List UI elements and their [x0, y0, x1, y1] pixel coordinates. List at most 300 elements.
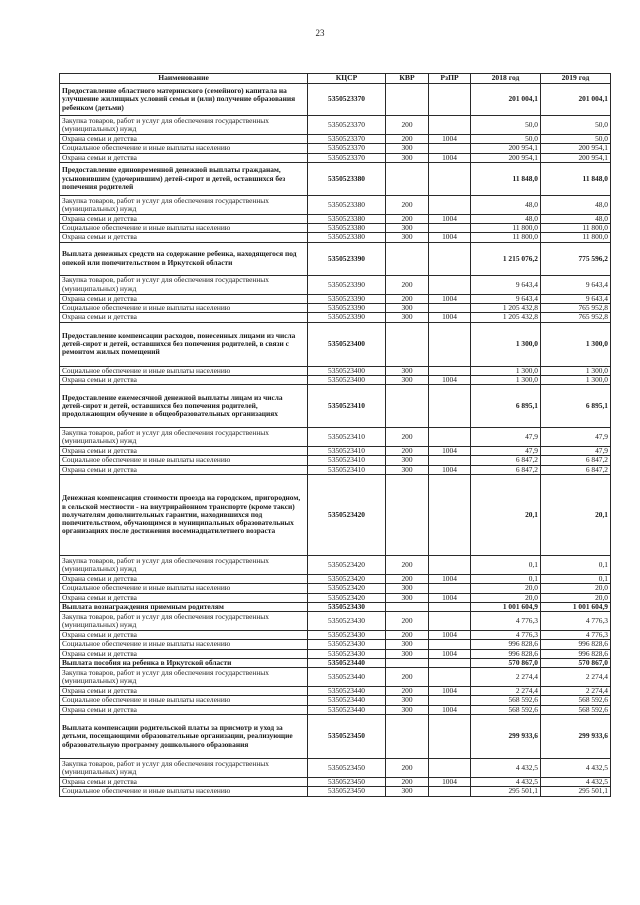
table-row: [60, 759, 611, 778]
cell-2019: 765 952,8: [541, 313, 611, 322]
cell-kvr: 300: [386, 584, 429, 593]
cell-2019: 0,1: [541, 574, 611, 583]
cell-kvr: [386, 658, 429, 667]
table-row: [60, 778, 611, 787]
cell-2019: 0,1: [541, 555, 611, 574]
cell-2019: 9 643,4: [541, 275, 611, 294]
cell-rzpr: [429, 144, 471, 153]
cell-kcsr: 5350523430: [308, 649, 386, 658]
cell-rzpr: [429, 715, 471, 759]
cell-kcsr: 5350523380: [308, 162, 386, 195]
cell-2018: 1 205 432,8: [471, 303, 541, 312]
cell-kvr: 300: [386, 705, 429, 714]
cell-name: Закупка товаров, работ и услуг для обеспечения государственных (муниципальных) нужд: [60, 759, 308, 778]
cell-2018: 47,9: [471, 447, 541, 456]
cell-kcsr: 5350523450: [308, 778, 386, 787]
cell-2018: 1 300,0: [471, 375, 541, 384]
header-name: Наименование: [60, 74, 308, 84]
cell-rzpr: 1004: [429, 778, 471, 787]
cell-rzpr: 1004: [429, 574, 471, 583]
cell-name: Закупка товаров, работ и услуг для обеспечения государственных (муниципальных) нужд: [60, 428, 308, 447]
table-row: [60, 612, 611, 631]
cell-name: Предоставление областного материнского (семейного) капитала на улучшение жилищных условий семьи и (или) получение образования ребенком (детьми): [60, 84, 308, 116]
cell-2018: 1 001 604,9: [471, 602, 541, 611]
cell-kcsr: 5350523370: [308, 135, 386, 144]
cell-2018: 6 847,2: [471, 456, 541, 465]
cell-2019: 2 274,4: [541, 668, 611, 687]
cell-name: Охрана семьи и детства: [60, 649, 308, 658]
cell-2018: 4 776,3: [471, 631, 541, 640]
cell-2018: 4 432,5: [471, 759, 541, 778]
cell-kvr: 200: [386, 135, 429, 144]
cell-kvr: 200: [386, 778, 429, 787]
cell-2019: 996 828,6: [541, 649, 611, 658]
table-row: [60, 593, 611, 602]
cell-2018: 48,0: [471, 195, 541, 214]
cell-2018: 996 828,6: [471, 649, 541, 658]
cell-kcsr: 5350523410: [308, 428, 386, 447]
cell-2019: 568 592,6: [541, 705, 611, 714]
cell-rzpr: 1004: [429, 631, 471, 640]
cell-kcsr: 5350523440: [308, 668, 386, 687]
cell-2019: 47,9: [541, 447, 611, 456]
cell-2019: 48,0: [541, 214, 611, 223]
cell-2018: 200 954,1: [471, 153, 541, 162]
cell-name: Охрана семьи и детства: [60, 294, 308, 303]
cell-kcsr: 5350523410: [308, 447, 386, 456]
cell-2018: 570 867,0: [471, 658, 541, 667]
cell-name: Охрана семьи и детства: [60, 313, 308, 322]
cell-name: Выплата денежных средств на содержание ребенка, находящегося под опекой или попечительством в Иркутской области: [60, 242, 308, 275]
cell-kcsr: 5350523390: [308, 313, 386, 322]
cell-kvr: 200: [386, 687, 429, 696]
cell-kcsr: 5350523420: [308, 574, 386, 583]
cell-2018: 299 933,6: [471, 715, 541, 759]
cell-rzpr: 1004: [429, 705, 471, 714]
cell-kvr: 200: [386, 275, 429, 294]
table-row: [60, 366, 611, 375]
cell-kvr: 300: [386, 593, 429, 602]
cell-kcsr: 5350523400: [308, 375, 386, 384]
cell-2019: 201 004,1: [541, 84, 611, 116]
cell-2019: 1 300,0: [541, 375, 611, 384]
cell-kvr: 300: [386, 640, 429, 649]
cell-rzpr: 1004: [429, 447, 471, 456]
cell-2018: 11 800,0: [471, 224, 541, 233]
cell-2018: 1 300,0: [471, 322, 541, 366]
cell-rzpr: [429, 242, 471, 275]
cell-2018: 4 432,5: [471, 778, 541, 787]
cell-kvr: [386, 474, 429, 555]
cell-kcsr: 5350523380: [308, 195, 386, 214]
cell-kcsr: 5350523390: [308, 303, 386, 312]
cell-kcsr: 5350523420: [308, 584, 386, 593]
cell-kvr: 300: [386, 787, 429, 796]
cell-kcsr: 5350523450: [308, 787, 386, 796]
cell-kcsr: 5350523430: [308, 612, 386, 631]
cell-2018: 295 501,1: [471, 787, 541, 796]
cell-2019: 20,0: [541, 584, 611, 593]
table-row: [60, 275, 611, 294]
cell-kvr: 200: [386, 294, 429, 303]
cell-rzpr: 1004: [429, 375, 471, 384]
cell-kvr: 300: [386, 366, 429, 375]
cell-name: Социальное обеспечение и иные выплаты населению: [60, 144, 308, 153]
cell-2019: 570 867,0: [541, 658, 611, 667]
cell-kcsr: 5350523430: [308, 631, 386, 640]
cell-kcsr: 5350523380: [308, 214, 386, 223]
table-row: [60, 668, 611, 687]
cell-name: Предоставление единовременной денежной выплаты гражданам, усыновившим (удочерившим) детей-сирот и детей, оставшихся без попечения родителей: [60, 162, 308, 195]
table-row: [60, 696, 611, 705]
table-row: [60, 162, 611, 195]
cell-2018: 0,1: [471, 574, 541, 583]
table-row: [60, 705, 611, 714]
cell-rzpr: 1004: [429, 214, 471, 223]
cell-2019: 996 828,6: [541, 640, 611, 649]
cell-kcsr: 5350523420: [308, 474, 386, 555]
table-row: [60, 584, 611, 593]
cell-2019: 295 501,1: [541, 787, 611, 796]
cell-rzpr: [429, 668, 471, 687]
cell-2018: 6 847,2: [471, 465, 541, 474]
table-row: [60, 447, 611, 456]
table-row: [60, 84, 611, 116]
cell-rzpr: 1004: [429, 233, 471, 242]
cell-2018: 201 004,1: [471, 84, 541, 116]
cell-rzpr: [429, 555, 471, 574]
cell-kvr: 300: [386, 224, 429, 233]
cell-name: Охрана семьи и детства: [60, 705, 308, 714]
cell-name: Закупка товаров, работ и услуг для обеспечения государственных (муниципальных) нужд: [60, 555, 308, 574]
cell-name: Охрана семьи и детства: [60, 214, 308, 223]
header-kcsr: КЦСР: [308, 74, 386, 84]
cell-name: Охрана семьи и детства: [60, 135, 308, 144]
cell-kvr: 300: [386, 144, 429, 153]
table-row: [60, 456, 611, 465]
table-row: [60, 303, 611, 312]
cell-rzpr: [429, 759, 471, 778]
cell-2018: 2 274,4: [471, 668, 541, 687]
cell-rzpr: 1004: [429, 153, 471, 162]
cell-2018: 48,0: [471, 214, 541, 223]
cell-2018: 11 800,0: [471, 233, 541, 242]
cell-name: Выплата вознаграждения приемным родителям: [60, 602, 308, 611]
cell-kcsr: 5350523370: [308, 153, 386, 162]
table-header-row: [60, 74, 611, 84]
cell-rzpr: [429, 162, 471, 195]
cell-2019: 4 776,3: [541, 631, 611, 640]
cell-rzpr: 1004: [429, 593, 471, 602]
cell-kcsr: 5350523450: [308, 715, 386, 759]
cell-kcsr: 5350523450: [308, 759, 386, 778]
cell-rzpr: [429, 456, 471, 465]
cell-2018: 2 274,4: [471, 687, 541, 696]
cell-name: Денежная компенсация стоимости проезда на городском, пригородном, в сельской местности - на внутрирайонном транспорте (кроме такси) получателям дополнительных гарантии, находившихся под попечительством, обучающимся в муниципальных образовательных организациях после достижения восемнадцатилетнего возраста: [60, 474, 308, 555]
table-row: [60, 428, 611, 447]
cell-kcsr: 5350523390: [308, 294, 386, 303]
cell-kcsr: 5350523370: [308, 144, 386, 153]
cell-2018: 9 643,4: [471, 275, 541, 294]
cell-kcsr: 5350523420: [308, 593, 386, 602]
table-row: [60, 385, 611, 428]
cell-kvr: 300: [386, 303, 429, 312]
cell-2018: 6 895,1: [471, 385, 541, 428]
cell-kvr: [386, 84, 429, 116]
cell-rzpr: 1004: [429, 313, 471, 322]
cell-rzpr: [429, 474, 471, 555]
cell-name: Социальное обеспечение и иные выплаты населению: [60, 456, 308, 465]
cell-name: Закупка товаров, работ и услуг для обеспечения государственных (муниципальных) нужд: [60, 275, 308, 294]
cell-rzpr: [429, 658, 471, 667]
cell-name: Охрана семьи и детства: [60, 375, 308, 384]
table-row: [60, 195, 611, 214]
cell-kcsr: 5350523370: [308, 84, 386, 116]
cell-2019: 4 432,5: [541, 759, 611, 778]
cell-kcsr: 5350523370: [308, 116, 386, 135]
cell-kcsr: 5350523400: [308, 322, 386, 366]
page-number: 23: [315, 28, 325, 38]
cell-2018: 20,0: [471, 584, 541, 593]
cell-rzpr: [429, 787, 471, 796]
cell-name: Охрана семьи и детства: [60, 153, 308, 162]
table-row: [60, 649, 611, 658]
cell-2019: 11 800,0: [541, 224, 611, 233]
cell-2019: 200 954,1: [541, 144, 611, 153]
table-row: [60, 631, 611, 640]
cell-kcsr: 5350523420: [308, 555, 386, 574]
table-row: [60, 640, 611, 649]
cell-2019: 6 895,1: [541, 385, 611, 428]
table-row: [60, 555, 611, 574]
cell-name: Охрана семьи и детства: [60, 778, 308, 787]
cell-2018: 568 592,6: [471, 696, 541, 705]
cell-rzpr: 1004: [429, 687, 471, 696]
cell-name: Закупка товаров, работ и услуг для обеспечения государственных (муниципальных) нужд: [60, 612, 308, 631]
cell-kvr: 300: [386, 696, 429, 705]
table-row: [60, 715, 611, 759]
header-2018: 2018 год: [471, 74, 541, 84]
cell-kvr: 200: [386, 195, 429, 214]
cell-2019: 50,0: [541, 135, 611, 144]
cell-rzpr: [429, 224, 471, 233]
cell-2019: 1 001 604,9: [541, 602, 611, 611]
cell-kvr: 300: [386, 649, 429, 658]
table-row: [60, 602, 611, 611]
table-body: [60, 84, 611, 797]
cell-2019: 4 432,5: [541, 778, 611, 787]
cell-rzpr: [429, 385, 471, 428]
cell-rzpr: [429, 84, 471, 116]
cell-kcsr: 5350523390: [308, 242, 386, 275]
cell-kvr: 300: [386, 153, 429, 162]
cell-2019: 2 274,4: [541, 687, 611, 696]
table-row: [60, 242, 611, 275]
cell-name: Охрана семьи и детства: [60, 631, 308, 640]
table-row: [60, 294, 611, 303]
cell-2019: 775 596,2: [541, 242, 611, 275]
table-row: [60, 322, 611, 366]
header-rzpr: РзПР: [429, 74, 471, 84]
cell-name: Охрана семьи и детства: [60, 465, 308, 474]
cell-name: Социальное обеспечение и иные выплаты населению: [60, 224, 308, 233]
cell-rzpr: [429, 322, 471, 366]
cell-2018: 11 848,0: [471, 162, 541, 195]
cell-kvr: [386, 162, 429, 195]
cell-2018: 20,1: [471, 474, 541, 555]
table-row: [60, 233, 611, 242]
cell-rzpr: [429, 116, 471, 135]
table-row: [60, 214, 611, 223]
table-row: [60, 375, 611, 384]
table-row: [60, 313, 611, 322]
cell-rzpr: [429, 602, 471, 611]
cell-kvr: 300: [386, 375, 429, 384]
cell-2018: 996 828,6: [471, 640, 541, 649]
cell-name: Охрана семьи и детства: [60, 687, 308, 696]
table-row: [60, 144, 611, 153]
cell-kvr: 300: [386, 456, 429, 465]
cell-2018: 50,0: [471, 116, 541, 135]
cell-kvr: [386, 715, 429, 759]
cell-name: Закупка товаров, работ и услуг для обеспечения государственных (муниципальных) нужд: [60, 116, 308, 135]
cell-kvr: 200: [386, 759, 429, 778]
table-row: [60, 787, 611, 796]
cell-kcsr: 5350523440: [308, 687, 386, 696]
table-row: [60, 135, 611, 144]
cell-2019: 6 847,2: [541, 456, 611, 465]
cell-kcsr: 5350523440: [308, 658, 386, 667]
table-row: [60, 153, 611, 162]
cell-rzpr: 1004: [429, 135, 471, 144]
cell-2018: 1 300,0: [471, 366, 541, 375]
cell-name: Охрана семьи и детства: [60, 593, 308, 602]
table-row: [60, 658, 611, 667]
cell-kcsr: 5350523410: [308, 456, 386, 465]
table-row: [60, 116, 611, 135]
cell-2019: 50,0: [541, 116, 611, 135]
cell-2018: 50,0: [471, 135, 541, 144]
table-row: [60, 687, 611, 696]
cell-rzpr: [429, 428, 471, 447]
cell-name: Социальное обеспечение и иные выплаты населению: [60, 640, 308, 649]
cell-2018: 568 592,6: [471, 705, 541, 714]
cell-kcsr: 5350523400: [308, 366, 386, 375]
cell-name: Охрана семьи и детства: [60, 447, 308, 456]
cell-kvr: 300: [386, 465, 429, 474]
cell-kvr: 200: [386, 116, 429, 135]
cell-kvr: [386, 242, 429, 275]
table-row: [60, 474, 611, 555]
cell-kcsr: 5350523380: [308, 224, 386, 233]
table-row: [60, 574, 611, 583]
cell-kvr: 200: [386, 574, 429, 583]
cell-kvr: 200: [386, 555, 429, 574]
cell-kcsr: 5350523430: [308, 640, 386, 649]
cell-2018: 1 215 076,2: [471, 242, 541, 275]
cell-rzpr: [429, 195, 471, 214]
cell-rzpr: [429, 303, 471, 312]
cell-name: Социальное обеспечение и иные выплаты населению: [60, 584, 308, 593]
cell-kcsr: 5350523410: [308, 465, 386, 474]
cell-2019: 568 592,6: [541, 696, 611, 705]
cell-rzpr: [429, 612, 471, 631]
cell-kcsr: 5350523410: [308, 385, 386, 428]
cell-kvr: 300: [386, 313, 429, 322]
cell-kvr: 200: [386, 428, 429, 447]
cell-kvr: 200: [386, 214, 429, 223]
table-row: [60, 224, 611, 233]
cell-name: Выплата пособия на ребенка в Иркутской области: [60, 658, 308, 667]
cell-name: Предоставление ежемесячной денежной выплаты лицам из числа детей-сирот и детей, оставшихся без попечения родителей, продолжающим обучение в общеобразовательных организациях: [60, 385, 308, 428]
cell-kvr: [386, 322, 429, 366]
cell-2019: 765 952,8: [541, 303, 611, 312]
cell-name: Социальное обеспечение и иные выплаты населению: [60, 787, 308, 796]
cell-rzpr: [429, 366, 471, 375]
cell-kvr: 200: [386, 631, 429, 640]
cell-name: Социальное обеспечение и иные выплаты населению: [60, 303, 308, 312]
cell-2019: 11 848,0: [541, 162, 611, 195]
cell-kcsr: 5350523430: [308, 602, 386, 611]
cell-2018: 200 954,1: [471, 144, 541, 153]
cell-2019: 1 300,0: [541, 322, 611, 366]
cell-2018: 4 776,3: [471, 612, 541, 631]
cell-kvr: [386, 602, 429, 611]
cell-2019: 20,0: [541, 593, 611, 602]
cell-2018: 9 643,4: [471, 294, 541, 303]
cell-name: Закупка товаров, работ и услуг для обеспечения государственных (муниципальных) нужд: [60, 668, 308, 687]
cell-name: Предоставление компенсации расходов, понесенных лицами из числа детей-сирот и детей, оставшихся без попечения родителей, в связи с ремонтом жилых помещений: [60, 322, 308, 366]
cell-kcsr: 5350523440: [308, 705, 386, 714]
cell-name: Закупка товаров, работ и услуг для обеспечения государственных (муниципальных) нужд: [60, 195, 308, 214]
cell-rzpr: [429, 275, 471, 294]
cell-2019: 1 300,0: [541, 366, 611, 375]
cell-2019: 48,0: [541, 195, 611, 214]
cell-2019: 20,1: [541, 474, 611, 555]
cell-2019: 47,9: [541, 428, 611, 447]
header-2019: 2019 год: [541, 74, 611, 84]
cell-2019: 9 643,4: [541, 294, 611, 303]
cell-kvr: 300: [386, 233, 429, 242]
cell-2019: 6 847,2: [541, 465, 611, 474]
cell-rzpr: 1004: [429, 465, 471, 474]
cell-rzpr: 1004: [429, 649, 471, 658]
cell-name: Социальное обеспечение и иные выплаты населению: [60, 696, 308, 705]
cell-2018: 1 205 432,8: [471, 313, 541, 322]
cell-name: Выплата компенсации родительской платы за присмотр и уход за детьми, посещающими образовательные организации, реализующие образовательную программу дошкольного образования: [60, 715, 308, 759]
cell-2018: 0,1: [471, 555, 541, 574]
cell-2019: 4 776,3: [541, 612, 611, 631]
cell-kvr: 200: [386, 447, 429, 456]
cell-kcsr: 5350523390: [308, 275, 386, 294]
cell-name: Охрана семьи и детства: [60, 574, 308, 583]
cell-kcsr: 5350523440: [308, 696, 386, 705]
cell-name: Охрана семьи и детства: [60, 233, 308, 242]
cell-2019: 200 954,1: [541, 153, 611, 162]
header-kvr: КВР: [386, 74, 429, 84]
cell-2019: 299 933,6: [541, 715, 611, 759]
cell-kvr: [386, 385, 429, 428]
cell-kvr: 200: [386, 668, 429, 687]
cell-rzpr: 1004: [429, 294, 471, 303]
cell-2019: 11 800,0: [541, 233, 611, 242]
cell-2018: 47,9: [471, 428, 541, 447]
budget-table: [59, 73, 611, 797]
cell-name: Социальное обеспечение и иные выплаты населению: [60, 366, 308, 375]
cell-rzpr: [429, 696, 471, 705]
cell-2018: 20,0: [471, 593, 541, 602]
cell-rzpr: [429, 640, 471, 649]
